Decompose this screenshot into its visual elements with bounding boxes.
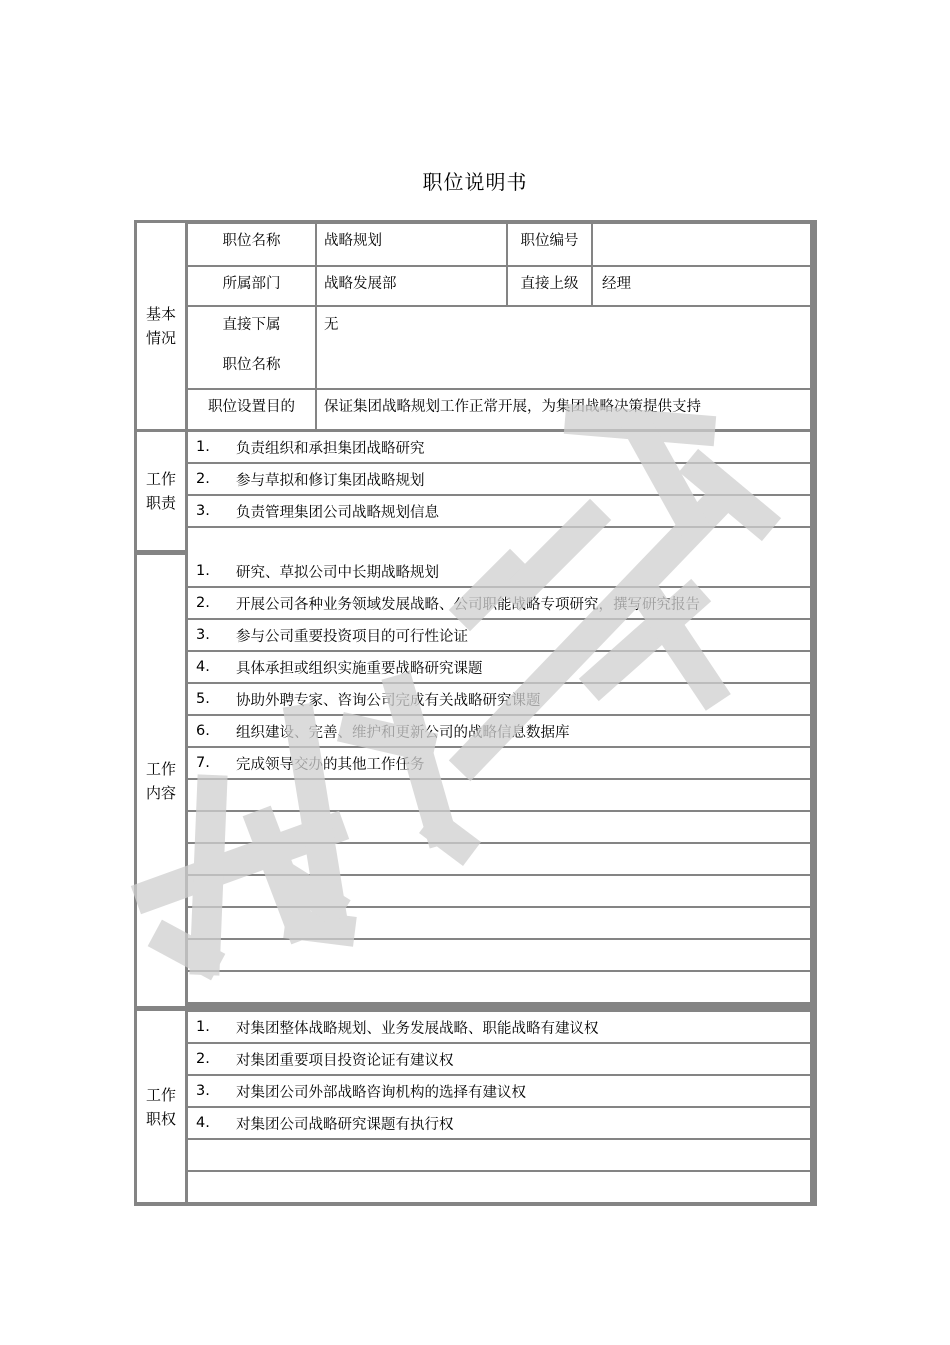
content-item-number: 6. — [196, 723, 210, 739]
superior-label: 直接上级 — [508, 267, 591, 305]
authority-item-number: 2. — [196, 1051, 210, 1067]
authority-row — [188, 1012, 810, 1042]
duty-item-number: 3. — [196, 503, 210, 519]
page-title: 职位说明书 — [422, 170, 528, 194]
subordinate-value: 无 — [317, 307, 810, 388]
section-label-basic: 基本 情况 — [137, 223, 185, 429]
content-item-number: 2. — [196, 595, 210, 611]
authority-item-text: 对集团公司外部战略咨询机构的选择有建议权 — [236, 1084, 526, 1101]
department-value: 战略发展部 — [317, 267, 506, 305]
authority-item-number: 1. — [196, 1019, 210, 1035]
position-name-label: 职位名称 — [188, 224, 315, 265]
content-row — [188, 684, 810, 714]
purpose-label: 职位设置目的 — [188, 390, 315, 429]
subordinate-label-2: 职位名称 — [222, 357, 281, 373]
duty-row — [188, 528, 810, 558]
content-row — [188, 620, 810, 650]
content-item-text: 研究、草拟公司中长期战略规划 — [236, 564, 439, 581]
authority-item-text: 对集团整体战略规划、业务发展战略、职能战略有建议权 — [236, 1020, 599, 1037]
content-row — [188, 972, 810, 1002]
duty-item-number: 2. — [196, 471, 210, 487]
content-item-number: 5. — [196, 691, 210, 707]
authority-row — [188, 1044, 810, 1074]
duty-item-text: 负责组织和承担集团战略研究 — [236, 440, 425, 457]
content-item-text: 参与公司重要投资项目的可行性论证 — [236, 628, 468, 645]
content-item-number: 1. — [196, 563, 210, 579]
duty-item-text: 参与草拟和修订集团战略规划 — [236, 472, 425, 489]
section-label-duties: 工作 职责 — [137, 432, 185, 550]
content-item-number: 4. — [196, 659, 210, 675]
content-row — [188, 588, 810, 618]
content-row — [188, 812, 810, 842]
authority-item-text: 对集团重要项目投资论证有建议权 — [236, 1052, 454, 1069]
authority-item-number: 3. — [196, 1083, 210, 1099]
content-row — [188, 876, 810, 906]
content-item-text: 开展公司各种业务领域发展战略、公司职能战略专项研究，撰写研究报告 — [236, 596, 700, 613]
content-item-text: 协助外聘专家、咨询公司完成有关战略研究课题 — [236, 692, 541, 709]
content-row — [188, 652, 810, 682]
content-item-text: 组织建设、完善、维护和更新公司的战略信息数据库 — [236, 724, 570, 741]
authority-item-text: 对集团公司战略研究课题有执行权 — [236, 1116, 454, 1133]
authority-row — [188, 1108, 810, 1138]
duty-row — [188, 432, 810, 462]
content-row — [188, 748, 810, 778]
duty-row — [188, 496, 810, 526]
authority-item-number: 4. — [196, 1115, 210, 1131]
content-item-number: 7. — [196, 755, 210, 771]
position-code-label: 职位编号 — [508, 224, 591, 265]
purpose-value: 保证集团战略规划工作正常开展，为集团战略决策提供支持 — [317, 390, 810, 429]
content-item-number: 3. — [196, 627, 210, 643]
section-label-authority: 工作 职权 — [137, 1011, 185, 1202]
content-row — [188, 844, 810, 874]
authority-row — [188, 1172, 810, 1202]
content-row — [188, 716, 810, 746]
content-row — [188, 780, 810, 810]
duty-item-number: 1. — [196, 439, 210, 455]
department-label: 所属部门 — [188, 267, 315, 305]
duty-row — [188, 464, 810, 494]
duty-item-text: 负责管理集团公司战略规划信息 — [236, 504, 439, 521]
content-row — [188, 556, 810, 586]
content-item-text: 完成领导交办的其他工作任务 — [236, 756, 425, 773]
content-item-text: 具体承担或组织实施重要战略研究课题 — [236, 660, 483, 677]
content-row — [188, 908, 810, 938]
position-code-value — [593, 224, 810, 265]
authority-row — [188, 1140, 810, 1170]
content-row — [188, 940, 810, 970]
superior-value: 经理 — [593, 267, 810, 305]
authority-row — [188, 1076, 810, 1106]
subordinate-label-1: 直接下属 — [222, 317, 281, 333]
subordinate-label-cell — [188, 307, 315, 388]
section-label-content: 工作 内容 — [137, 555, 185, 1006]
position-name-value: 战略规划 — [317, 224, 506, 265]
